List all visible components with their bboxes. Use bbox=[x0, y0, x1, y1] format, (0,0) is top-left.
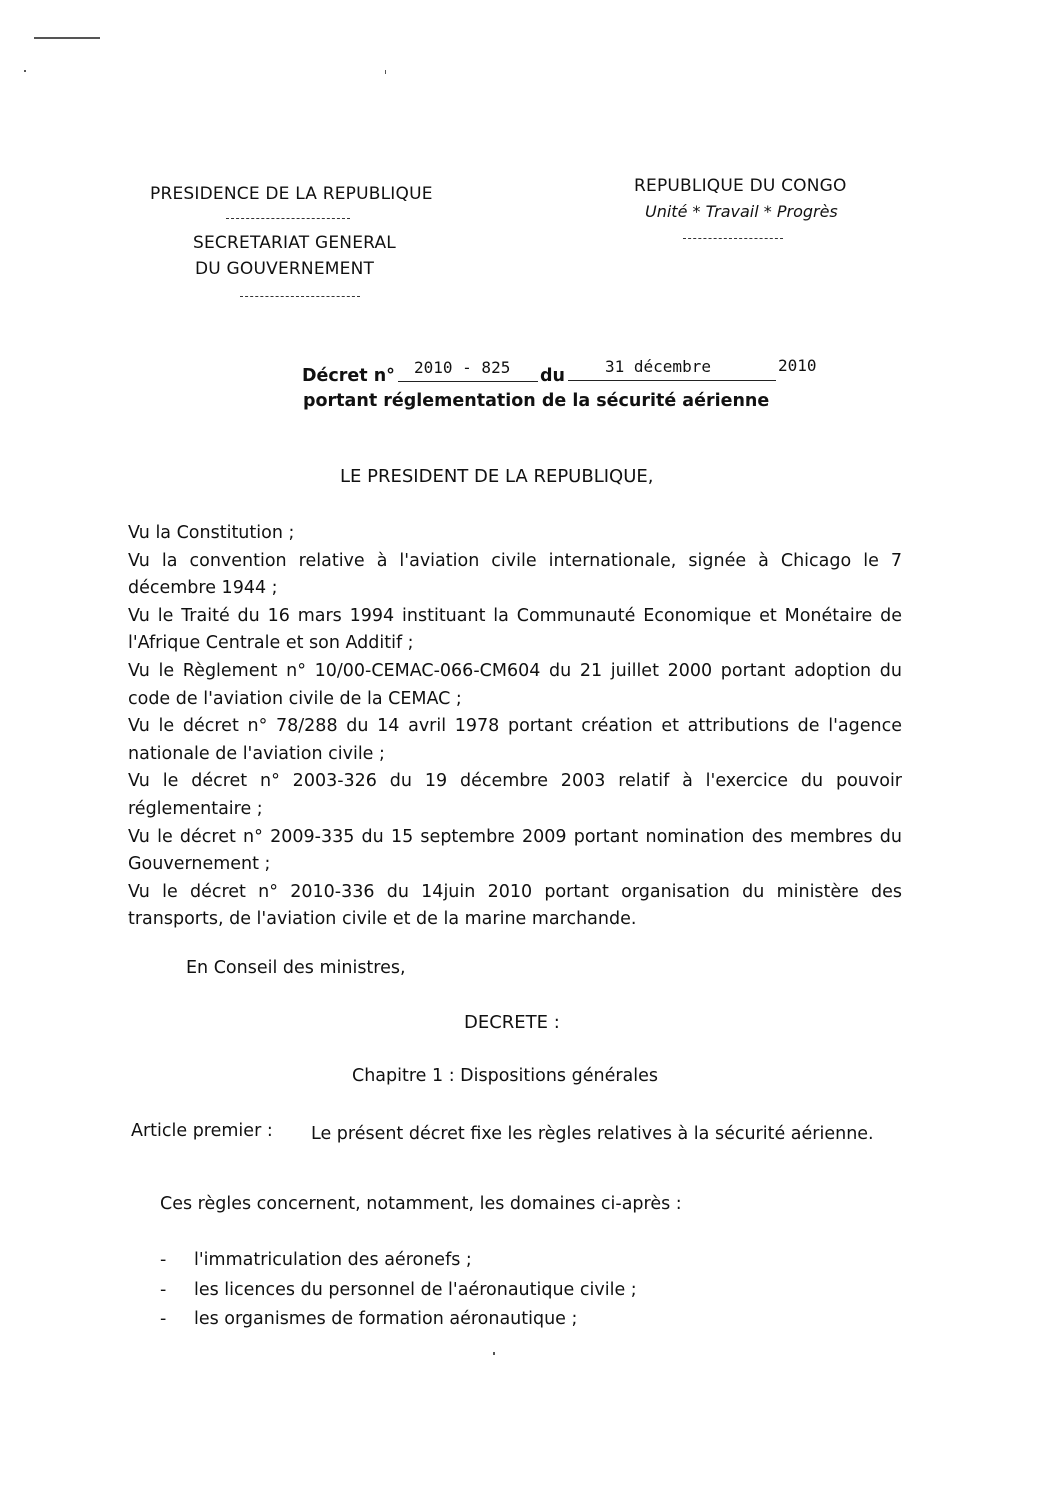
header-republique: REPUBLIQUE DU CONGO bbox=[634, 176, 847, 196]
rules-intro: Ces règles concernent, notamment, les domaines ci-après : bbox=[160, 1194, 682, 1214]
visa-item: Vu le décret n° 2003-326 du 19 décembre 2003 relatif à l'exercice du pouvoir réglementaire ; bbox=[128, 771, 902, 819]
list-item: - les licences du personnel de l'aéronautique civile ; bbox=[160, 1276, 637, 1306]
header-gouvernement: DU GOUVERNEMENT bbox=[195, 259, 375, 279]
header-secretariat: SECRETARIAT GENERAL bbox=[193, 233, 396, 253]
visa-item: Vu le Règlement n° 10/00-CEMAC-066-CM604 du 21 juillet 2000 portant adoption du code de l'aviation civile de la CEMAC ; bbox=[128, 660, 902, 709]
header-separator bbox=[683, 238, 783, 239]
scan-speck bbox=[493, 1352, 495, 1355]
header-separator bbox=[226, 218, 350, 219]
visa-item: Vu le Traité du 16 mars 1994 instituant la Communauté Economique et Monétaire de l'Afrique Centrale et son Additif ; bbox=[128, 605, 902, 654]
header-motto: Unité * Travail * Progrès bbox=[645, 202, 838, 221]
decree-year: 2010 bbox=[778, 356, 817, 375]
visa-item: Vu le décret n° 2009-335 du 15 septembre 2009 portant nomination des membres du Gouvernement ; bbox=[128, 826, 902, 875]
visas-list bbox=[128, 520, 902, 934]
list-item: - l'immatriculation des aéronefs ; bbox=[160, 1246, 637, 1276]
decree-du: du bbox=[540, 366, 565, 386]
scan-speck bbox=[385, 70, 386, 74]
header-presidence: PRESIDENCE DE LA REPUBLIQUE bbox=[150, 184, 433, 204]
council-line: En Conseil des ministres, bbox=[186, 958, 406, 978]
article-text: Le présent décret fixe les règles relatives à la sécurité aérienne. bbox=[311, 1124, 874, 1144]
visa-item: Vu la convention relative à l'aviation civile internationale, signée à Chicago le 7 décembre 1944 ; bbox=[128, 550, 902, 599]
article-label: Article premier : bbox=[131, 1121, 273, 1141]
domains-list bbox=[160, 1246, 637, 1335]
scan-mark bbox=[34, 37, 100, 39]
chapter-heading: Chapitre 1 : Dispositions générales bbox=[352, 1066, 659, 1086]
header-separator bbox=[240, 296, 360, 297]
president-heading: LE PRESIDENT DE LA REPUBLIQUE, bbox=[340, 466, 654, 487]
list-item: - les organismes de formation aéronautique ; bbox=[160, 1305, 637, 1335]
decree-date: 31 décembre bbox=[605, 357, 711, 376]
scan-speck bbox=[24, 70, 26, 72]
decree-number-line bbox=[398, 381, 538, 382]
decree-prefix: Décret n° bbox=[302, 366, 395, 386]
decree-number: 2010 - 825 bbox=[414, 358, 511, 377]
visa-item: Vu le décret n° 2010-336 du 14juin 2010 portant organisation du ministère des transports, de l'aviation civile et de la marine marchande. bbox=[128, 881, 902, 930]
decrete-heading: DECRETE : bbox=[464, 1012, 560, 1033]
decree-date-line bbox=[568, 380, 776, 381]
decree-subject: portant réglementation de la sécurité aérienne bbox=[303, 391, 770, 411]
visa-item: Vu le décret n° 78/288 du 14 avril 1978 portant création et attributions de l'agence nationale de l'aviation civile ; bbox=[128, 716, 902, 764]
visa-item: Vu la Constitution ; bbox=[128, 523, 295, 543]
